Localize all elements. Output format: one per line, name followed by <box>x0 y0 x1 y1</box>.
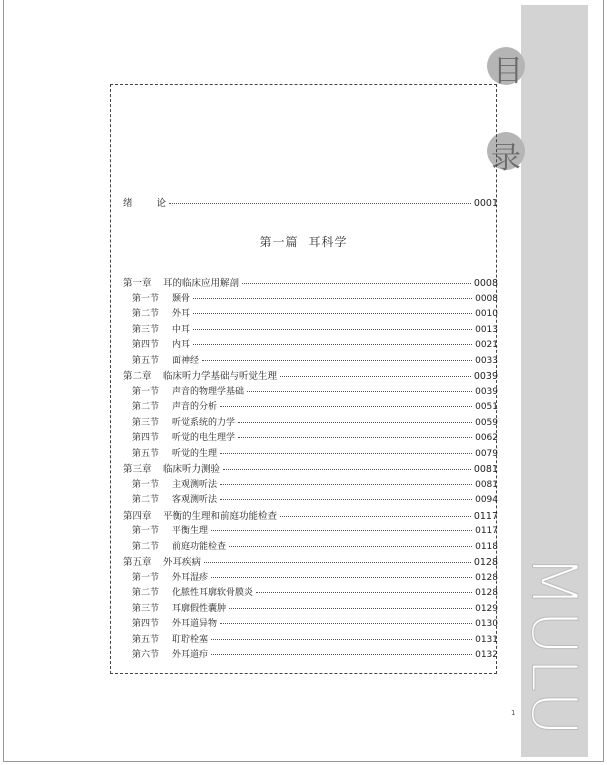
entry-number: 第一节 <box>132 572 160 583</box>
entry-number: 第四节 <box>132 433 160 444</box>
entry-number: 第五节 <box>132 448 160 459</box>
entry-page: 0130 <box>475 619 498 630</box>
entry-number: 第三节 <box>132 603 160 614</box>
toc-section-entry[interactable] <box>132 322 498 335</box>
page-number: 1 <box>511 709 516 717</box>
toc-section-entry[interactable] <box>132 601 498 614</box>
toc-section-entry[interactable] <box>132 399 498 412</box>
dot-leader <box>229 608 472 609</box>
entry-number: 第四节 <box>132 619 160 630</box>
entry-page: 0094 <box>475 495 498 506</box>
entry-title: 面神经 <box>172 355 200 366</box>
entry-number: 第一章 <box>123 278 152 289</box>
entry-title: 听觉系统的力学 <box>172 417 236 428</box>
dot-leader <box>193 344 472 345</box>
toc-chapter-entry[interactable] <box>123 508 498 522</box>
entry-number: 第五节 <box>132 355 160 366</box>
entry-page: 0062 <box>475 433 498 444</box>
entry-title: 听觉的生理 <box>172 448 218 459</box>
part-name: 耳科学 <box>308 235 348 249</box>
entry-page: 0081 <box>473 464 498 476</box>
entry-title: 中耳 <box>172 324 191 335</box>
part-title <box>110 233 497 250</box>
toc-chapter-entry[interactable] <box>123 554 498 568</box>
entry-title: 平衡的生理和前庭功能检查 <box>163 510 278 522</box>
side-word-text: MULU <box>517 554 591 738</box>
dot-leader <box>193 298 472 299</box>
entry-number: 第三节 <box>132 324 160 335</box>
entry-page: 0039 <box>473 371 498 383</box>
toc-section-entry[interactable] <box>132 337 498 350</box>
toc-section-entry[interactable] <box>132 446 498 459</box>
toc-section-entry[interactable] <box>132 477 498 490</box>
entry-page: 0010 <box>475 309 498 320</box>
toc-title-char-1: 目 <box>493 54 523 89</box>
entry-title: 临床听力测验 <box>163 464 221 476</box>
entry-page: 0081 <box>475 479 498 490</box>
entry-page: 0117 <box>475 526 498 537</box>
dot-leader <box>204 562 471 563</box>
entry-number: 第三节 <box>132 417 160 428</box>
entry-title: 颞骨 <box>172 293 191 304</box>
toc-section-entry[interactable] <box>132 539 498 552</box>
toc-chapter-entry[interactable] <box>123 461 498 475</box>
dot-leader <box>211 530 472 531</box>
dot-leader <box>220 499 472 500</box>
toc-section-entry[interactable] <box>132 353 498 366</box>
entry-number: 第二节 <box>132 309 160 320</box>
entry-title: 平衡生理 <box>172 526 209 537</box>
entry-number: 第二节 <box>132 495 160 506</box>
entry-page: 0051 <box>475 402 498 413</box>
toc-section-entry[interactable] <box>132 492 498 505</box>
entry-title: 前庭功能检查 <box>172 541 227 552</box>
dot-leader <box>193 329 472 330</box>
dot-leader <box>238 422 472 423</box>
entry-page: 0079 <box>475 448 498 459</box>
dot-leader <box>280 376 471 377</box>
entry-number: 第一节 <box>132 526 160 537</box>
entry-title: 客观测听法 <box>172 495 218 506</box>
entry-page: 0132 <box>475 650 498 661</box>
entry-page: 0008 <box>473 278 498 289</box>
toc-section-entry[interactable] <box>132 570 498 583</box>
toc-section-entry[interactable] <box>132 430 498 443</box>
toc-section-entry[interactable] <box>132 585 498 598</box>
entry-number: 第三章 <box>123 464 152 476</box>
entry-title: 耳的临床应用解剖 <box>163 278 240 289</box>
entry-page: 0118 <box>475 541 498 552</box>
entry-page: 0128 <box>475 588 498 599</box>
entry-title: 耳廓假性囊肿 <box>172 603 227 614</box>
dot-leader <box>242 283 471 284</box>
toc-section-entry[interactable] <box>132 616 498 629</box>
entry-number: 第五章 <box>123 557 152 569</box>
toc-chapter-entry[interactable] <box>123 368 498 382</box>
entry-title: 听觉的电生理学 <box>172 433 236 444</box>
entry-page: 0128 <box>473 557 498 569</box>
entry-number: 第一节 <box>132 293 160 304</box>
entry-title: 临床听力学基础与听觉生理 <box>163 371 278 383</box>
entry-title: 外耳道异物 <box>172 619 218 630</box>
dot-leader <box>238 437 472 438</box>
toc-section-entry[interactable] <box>132 384 498 397</box>
entry-title: 声音的分析 <box>172 402 218 413</box>
dot-leader <box>280 516 471 517</box>
entry-title: 内耳 <box>172 340 191 351</box>
dot-leader <box>229 546 472 547</box>
entry-page: 0021 <box>475 340 498 351</box>
entry-number: 第六节 <box>132 650 160 661</box>
dot-leader <box>211 654 472 655</box>
entry-title: 外耳湿疹 <box>172 572 209 583</box>
toc-section-entry[interactable] <box>132 415 498 428</box>
dot-leader <box>220 484 472 485</box>
entry-page: 0039 <box>475 386 498 397</box>
dot-leader <box>247 391 472 392</box>
entry-page: 0059 <box>475 417 498 428</box>
entry-page: 0117 <box>473 510 498 522</box>
intro-char-1: 绪 <box>123 198 133 209</box>
entry-page: 0128 <box>475 572 498 583</box>
entry-page: 0033 <box>475 355 498 366</box>
entry-title: 化脓性耳廓软骨膜炎 <box>172 588 254 599</box>
dot-leader <box>220 406 472 407</box>
intro-page: 0001 <box>473 198 498 209</box>
entry-page: 0131 <box>475 634 498 645</box>
entry-number: 第一节 <box>132 386 160 397</box>
dot-leader <box>211 639 472 640</box>
entry-number: 第二章 <box>123 371 152 383</box>
intro-char-2: 论 <box>156 198 167 209</box>
entry-title: 主观测听法 <box>172 479 218 490</box>
dot-leader <box>223 469 471 470</box>
entry-title: 外耳疾病 <box>163 557 202 569</box>
toc-chapter-entry[interactable] <box>123 275 498 289</box>
toc-intro[interactable] <box>123 195 498 209</box>
dot-leader <box>211 577 472 578</box>
entry-page: 0013 <box>475 324 498 335</box>
part-prefix: 第一篇 <box>259 235 299 249</box>
entry-title: 声音的物理学基础 <box>172 386 245 397</box>
dot-leader <box>193 313 472 314</box>
dot-leader <box>220 453 472 454</box>
toc-title-char-2: 录 <box>491 141 521 176</box>
entry-number: 第一节 <box>132 479 160 490</box>
entry-number: 第二节 <box>132 588 160 599</box>
entry-number: 第二节 <box>132 402 160 413</box>
entry-number: 第四节 <box>132 340 160 351</box>
entry-number: 第四章 <box>123 510 152 522</box>
entry-page: 0008 <box>475 293 498 304</box>
entry-title: 外耳道疖 <box>172 650 209 661</box>
entry-page: 0129 <box>475 603 498 614</box>
toc-section-entry[interactable] <box>132 306 498 319</box>
toc-section-entry[interactable] <box>132 523 498 536</box>
side-word <box>517 548 591 744</box>
dot-leader <box>256 592 472 593</box>
entry-title: 外耳 <box>172 309 191 320</box>
entry-title: 耵聍栓塞 <box>172 634 209 645</box>
entry-number: 第二节 <box>132 541 160 552</box>
dot-leader <box>220 623 472 624</box>
toc-section-entry[interactable] <box>132 647 498 660</box>
entry-number: 第五节 <box>132 634 160 645</box>
dot-leader <box>202 360 472 361</box>
dot-leader <box>169 203 471 204</box>
toc-section-entry[interactable] <box>132 291 498 304</box>
toc-section-entry[interactable] <box>132 632 498 645</box>
